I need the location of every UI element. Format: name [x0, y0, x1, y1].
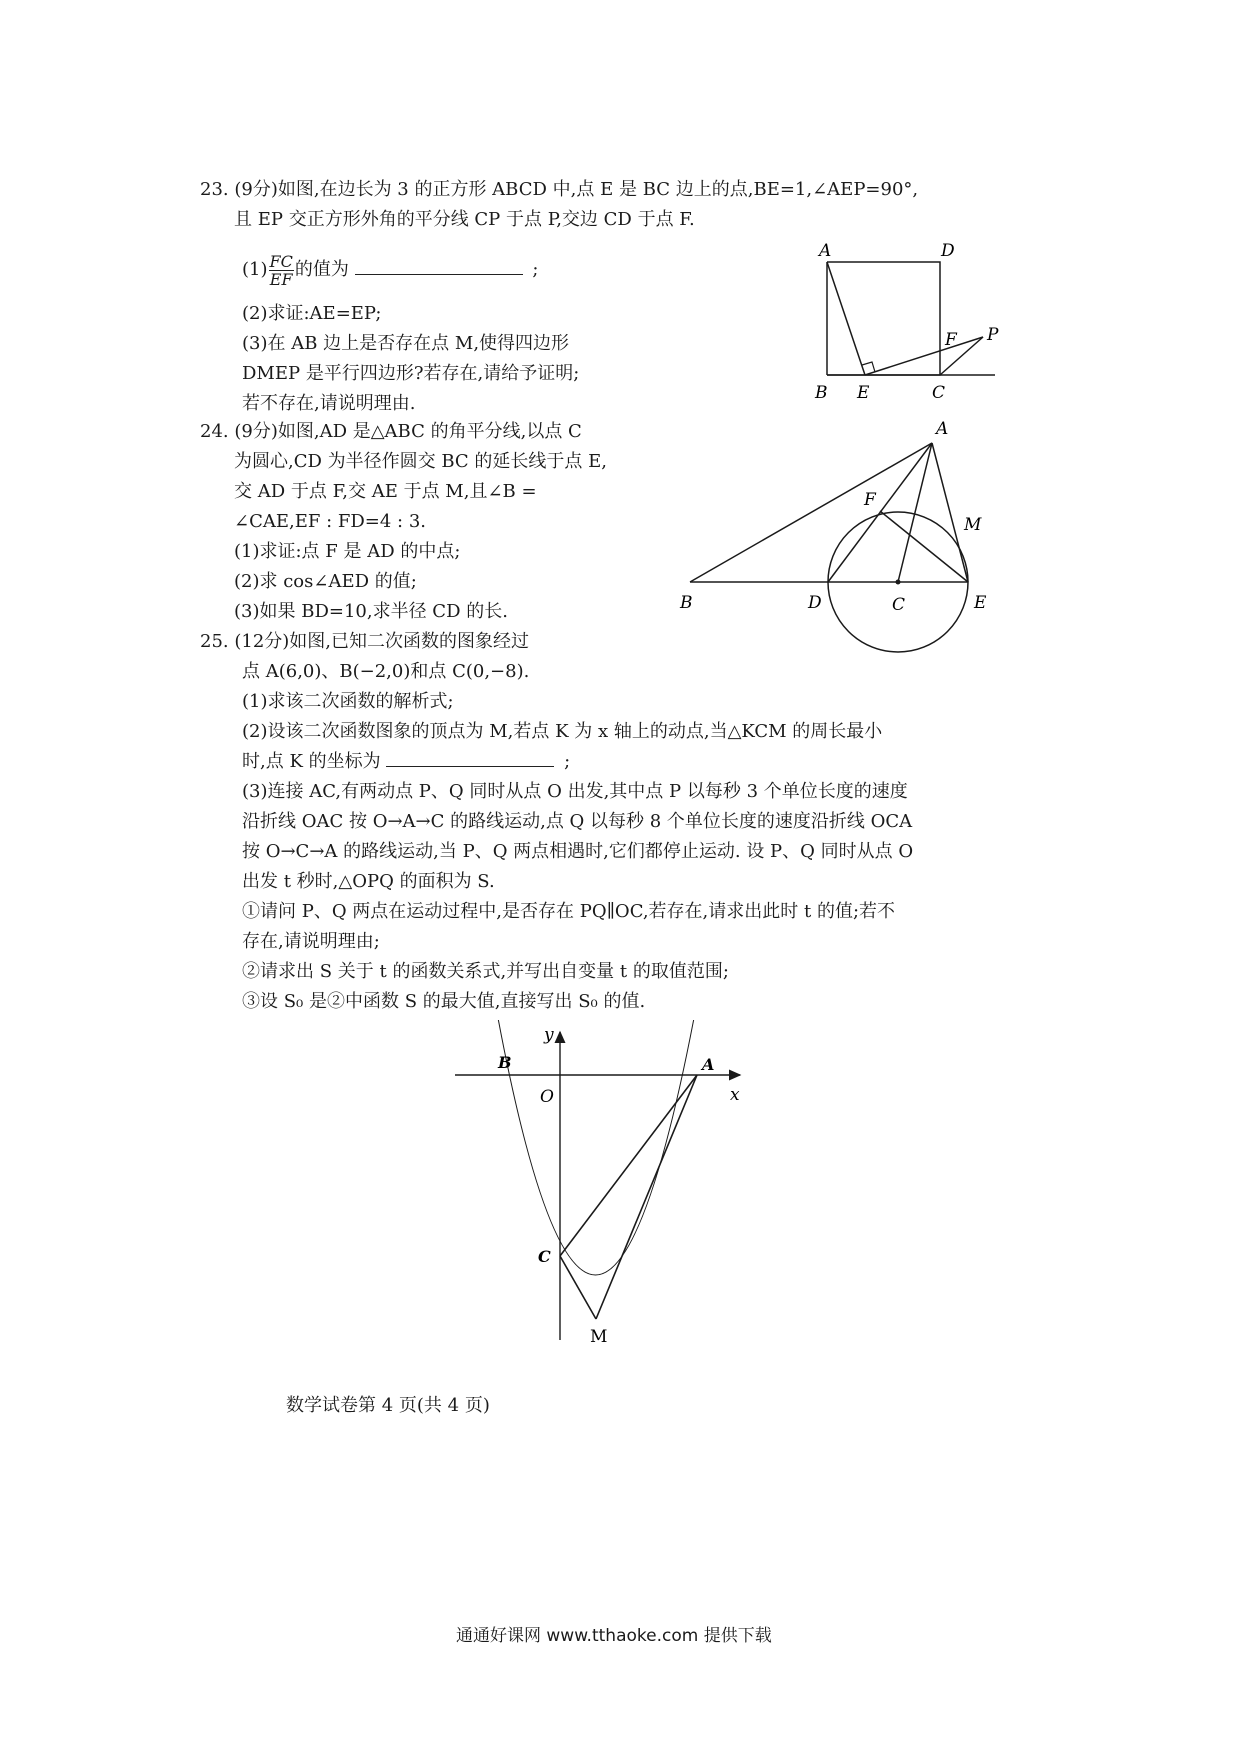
- watermark-text: 通通好课网 www.tthaoke.com 提供下载: [456, 1626, 772, 1646]
- q23-part-3-line-1: (3)在 AB 边上是否存在点 M,使得四边形: [242, 333, 570, 354]
- parabola-curve: [498, 1020, 694, 1275]
- q23-square-figure: [795, 240, 1025, 415]
- label-a: A: [936, 419, 949, 439]
- label-d: D: [941, 241, 955, 261]
- segment-e-p: [865, 337, 983, 375]
- q25-line-1: 25. (12分)如图,已知二次函数的图象经过: [200, 631, 530, 652]
- q23-part-1-prefix: (1): [242, 259, 268, 280]
- segment-a-d: [828, 443, 932, 582]
- label-o: O: [540, 1087, 554, 1107]
- segment-f-e: [880, 511, 968, 582]
- label-b: B: [680, 593, 693, 613]
- square-abcd: [827, 262, 940, 375]
- q23-fraction: [269, 253, 294, 288]
- q25-sub-2: ②请求出 S 关于 t 的函数关系式,并写出自变量 t 的取值范围;: [242, 961, 729, 982]
- label-d: D: [808, 593, 822, 613]
- q25-part-1: (1)求该二次函数的解析式;: [242, 691, 454, 712]
- q24-line-3: 交 AD 于点 F,交 AE 于点 M,且∠B =: [234, 481, 537, 502]
- label-c: C: [538, 1247, 551, 1266]
- segment-a-e: [932, 443, 968, 582]
- label-b: B: [815, 383, 828, 403]
- segment-c-a: [560, 1075, 697, 1256]
- q25-part-2-text: 时,点 K 的坐标为: [242, 751, 381, 772]
- q25-part-3-line-4: 出发 t 秒时,△OPQ 的面积为 S.: [242, 871, 495, 892]
- q23-part-3-line-2: DMEP 是平行四边形?若存在,请给予证明;: [242, 363, 580, 384]
- q24-line-2: 为圆心,CD 为半径作圆交 BC 的延长线于点 E,: [234, 451, 608, 472]
- q25-sub-3: ③设 S₀ 是②中函数 S 的最大值,直接写出 S₀ 的值.: [242, 991, 646, 1012]
- label-p: P: [987, 325, 999, 345]
- label-c: C: [932, 383, 946, 403]
- segment-m-a: [596, 1075, 697, 1319]
- q23-fraction-denominator: EF: [269, 269, 293, 289]
- label-m: M: [590, 1327, 608, 1347]
- center-dot-c: [896, 580, 901, 585]
- q25-part-2-line-2: [242, 750, 570, 774]
- q23-part-3-line-3: 若不存在,请说明理由.: [242, 393, 416, 414]
- q24-part-1: (1)求证:点 F 是 AD 的中点;: [234, 541, 461, 562]
- q25-part-3-line-2: 沿折线 OAC 按 O→A→C 的路线运动,点 Q 以每秒 8 个单位长度的速度沿折线 OCA: [242, 811, 913, 832]
- label-a: A: [819, 241, 832, 261]
- label-x: x: [730, 1085, 740, 1105]
- label-y: y: [544, 1025, 554, 1045]
- q24-line-1: 24. (9分)如图,AD 是△ABC 的角平分线,以点 C: [200, 421, 582, 442]
- q23-answer-blank[interactable]: [355, 258, 523, 275]
- q23-fraction-numerator: FC: [269, 251, 293, 271]
- q23-line-1: 23. (9分)如图,在边长为 3 的正方形 ABCD 中,点 E 是 BC 边上的点,BE=1,∠AEP=90°,: [200, 179, 919, 200]
- q24-triangle-circle-figure: [670, 410, 1015, 655]
- q24-part-2: (2)求 cos∠AED 的值;: [234, 571, 417, 592]
- q25-parabola-figure: [440, 1020, 780, 1365]
- q25-part-2-end: ;: [564, 751, 571, 772]
- q25-sub-1-line-2: 存在,请说明理由;: [242, 931, 380, 952]
- q25-sub-1-line-1: ①请问 P、Q 两点在运动过程中,是否存在 PQ∥OC,若存在,请求出此时 t 的值;若不: [242, 901, 896, 922]
- label-a: A: [702, 1055, 715, 1074]
- q25-part-3-line-1: (3)连接 AC,有两动点 P、Q 同时从点 O 出发,其中点 P 以每秒 3 个单位长度的速度: [242, 781, 908, 802]
- q25-part-2-line-1: (2)设该二次函数图象的顶点为 M,若点 K 为 x 轴上的动点,当△KCM 的周长最小: [242, 721, 883, 742]
- label-m: M: [964, 515, 982, 535]
- label-b: B: [498, 1053, 512, 1072]
- q23-line-2: 且 EP 交正方形外角的平分线 CP 于点 P,交边 CD 于点 F.: [234, 209, 695, 230]
- label-e: E: [857, 383, 870, 403]
- page-footer: 数学试卷第 4 页(共 4 页): [286, 1395, 490, 1416]
- q23-part-1-suffix: 的值为: [294, 259, 349, 280]
- q25-answer-blank[interactable]: [386, 750, 554, 767]
- q25-line-2: 点 A(6,0)、B(−2,0)和点 C(0,−8).: [242, 661, 530, 682]
- label-f: F: [864, 490, 876, 510]
- q23-part-2: (2)求证:AE=EP;: [242, 303, 382, 324]
- q24-part-3: (3)如果 BD=10,求半径 CD 的长.: [234, 601, 508, 622]
- segment-c-m: [560, 1256, 596, 1319]
- label-e: E: [974, 593, 987, 613]
- segment-a-e: [827, 262, 865, 375]
- q23-part-1: [242, 250, 538, 290]
- label-c: C: [892, 595, 906, 615]
- q24-line-4: ∠CAE,EF : FD=4 : 3.: [234, 511, 426, 532]
- q23-part-1-end: ;: [532, 259, 539, 280]
- label-f: F: [945, 330, 957, 350]
- q25-part-3-line-3: 按 O→C→A 的路线运动,当 P、Q 两点相遇时,它们都停止运动. 设 P、Q 同时从点 O: [242, 841, 914, 862]
